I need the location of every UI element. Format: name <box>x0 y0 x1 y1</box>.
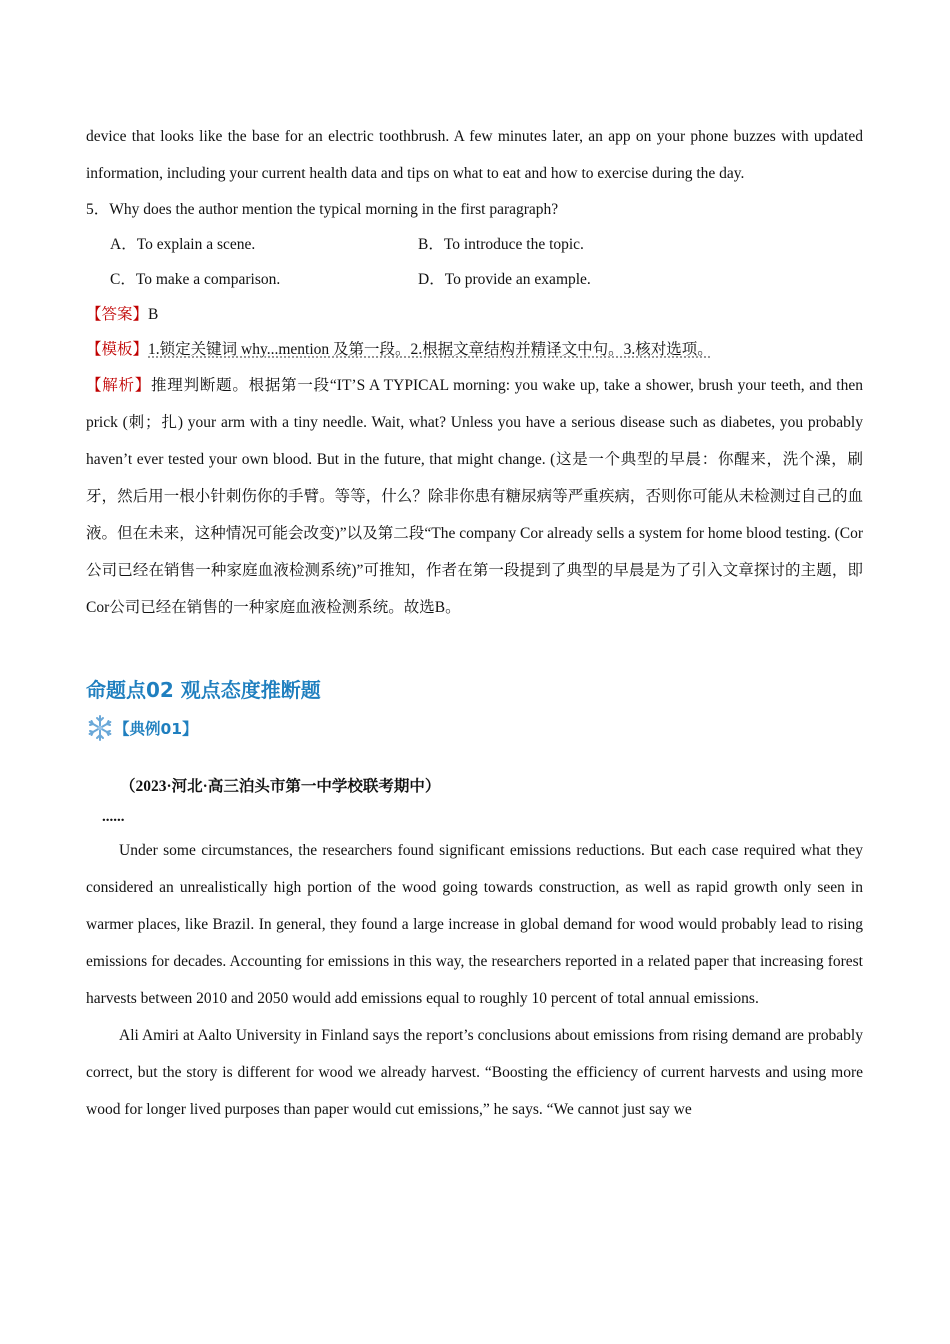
section-heading: 命题点02 观点态度推断题 <box>86 678 321 702</box>
template-label: 【模板】 <box>86 341 149 358</box>
answer-label: 【答案】 <box>86 306 149 323</box>
passage-paragraph-2: Ali Amiri at Aalto University in Finland says the report’s conclusions about emissions from rising demand are probably correct, but the story is different for wood we already harvest. “Boosting the efficiency of current harvests and using more wood for longer lived purposes than paper would cut emissions,” he says. “We cannot just say we <box>86 1027 863 1118</box>
passage-paragraph-1: Under some circumstances, the researchers found significant emissions reductions. But each case required what they considered an unrealistically high portion of the wood going towards construction, as well as rapid growth only seen in warmer places, like Brazil. In general, they found a large increase in global demand for wood would probably lead to rising emissions for decades. Accounting for emissions in this way, the researchers reported in a related paper that increasing forest harvests between 2010 and 2050 would add emissions equal to roughly 10 percent of total annual emissions. <box>86 842 863 1007</box>
intro-paragraph: device that looks like the base for an electric toothbrush. A few minutes later, an app on your phone buzzes with updated information, including your current health data and tips on what to eat and how to exercise during the day. <box>86 128 863 182</box>
question-stem: 5．Why does the author mention the typical morning in the first paragraph? <box>86 201 559 218</box>
option-a: A．To explain a scene. <box>110 236 256 253</box>
analysis-text: 推理判断题。根据第一段“IT’S A TYPICAL morning: you wake up, take a shower, brush your teeth, and then prick (刺；扎) your arm with a tiny needle. Wait, what? Unless you have a serious disease such as diabetes, you probably haven’t ever tested your own blood. But in the future, that might change. (这是一个典型的早晨：你醒来，洗个澡，刷牙，然后用一根小针刺伤你的手臂。等等，什么？除非你患有糖尿病等严重疾病，否则你可能从未检测过自己的血液。但在未来，这种情况可能会改变)”以及第二段“The company Cor already sells a system for home blood testing. (Cor公司已经在销售一种家庭血液检测系统)”可推知，作者在第一段提到了典型的早晨是为了引入文章探讨的主题，即Cor公司已经在销售的一种家庭血液检测系统。故选B。 <box>86 377 863 616</box>
options-grid <box>86 227 863 297</box>
snowflake-icon <box>86 714 114 742</box>
example-header <box>86 712 863 744</box>
template-text: 1.锁定关键词 why...mention 及第一段。2.根据文章结构并精译文中句。3.核对选项。 <box>148 341 713 358</box>
answer-line <box>86 297 863 332</box>
option-d: D．To provide an example. <box>418 271 591 288</box>
analysis-label: 【解析】 <box>86 377 152 394</box>
template-line <box>86 332 863 367</box>
document-page <box>86 118 863 1128</box>
analysis-paragraph <box>86 367 863 626</box>
answer-value: B <box>148 306 159 323</box>
example-label: 【典例01】 <box>114 720 198 738</box>
option-b: B．To introduce the topic. <box>418 236 584 253</box>
ellipsis-line: ...... <box>102 809 125 825</box>
option-c: C．To make a comparison. <box>110 271 281 288</box>
source-line: （2023·河北·高三泊头市第一中学校联考期中） <box>120 778 441 795</box>
